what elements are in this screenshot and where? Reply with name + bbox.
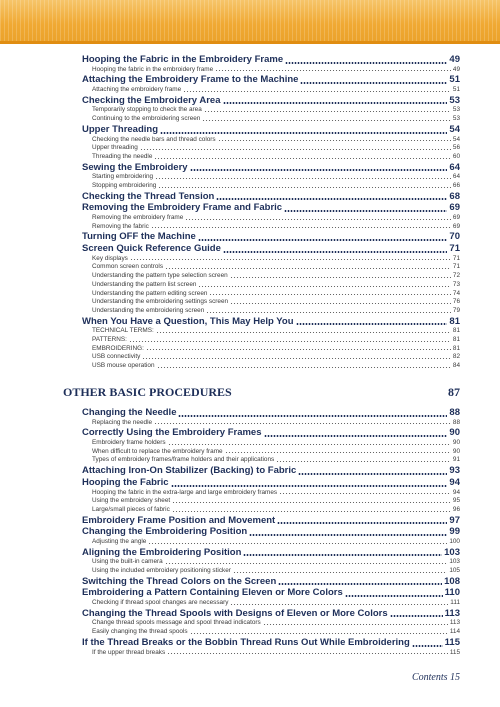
dot-leader xyxy=(218,140,451,141)
dot-leader xyxy=(264,435,448,437)
section-heading xyxy=(63,385,460,400)
toc-entry-title: Large/small pieces of fabric xyxy=(92,505,170,513)
dot-leader xyxy=(130,259,451,260)
toc-entry-page: 71 xyxy=(452,254,460,262)
dot-leader xyxy=(206,312,451,313)
dot-leader xyxy=(151,227,451,228)
toc-entry-page: 71 xyxy=(452,263,460,271)
dot-leader xyxy=(140,149,451,150)
toc-subentry[interactable] xyxy=(82,419,460,428)
toc-subentry[interactable] xyxy=(82,567,460,576)
dot-leader xyxy=(156,332,451,333)
toc-entry-title: Checking if thread spool changes are necessary xyxy=(92,599,229,607)
toc-entry-title: TECHNICAL TERMS: xyxy=(92,327,154,335)
toc-heading-entry[interactable] xyxy=(82,191,460,203)
toc-subentry[interactable] xyxy=(82,307,460,316)
toc-entry-page: 94 xyxy=(452,488,460,496)
dot-leader xyxy=(223,102,448,104)
toc-entry-title: Checking the Thread Tension xyxy=(82,190,215,202)
dot-leader xyxy=(146,349,451,350)
toc-entry-page: 73 xyxy=(452,280,460,288)
toc-entry-title: Sewing the Embroidery xyxy=(82,161,188,173)
toc-entry-title: Switching the Thread Colors on the Screen xyxy=(82,575,277,587)
toc-subentry[interactable] xyxy=(82,223,460,232)
toc-entry-title: Hooping the Fabric in the Embroidery Frame xyxy=(82,54,284,65)
toc-entry-page: 105 xyxy=(449,567,460,574)
toc-entry-title: Attaching the embroidery frame xyxy=(92,86,182,94)
toc-entry-page: 113 xyxy=(449,619,460,627)
toc-subentry[interactable] xyxy=(82,628,460,637)
toc-entry-page: 69 xyxy=(449,202,460,214)
toc-entry-title: Embroidery Frame Position and Movement xyxy=(82,514,276,526)
toc-entry-page: 51 xyxy=(449,74,460,86)
toc-entry-page: 97 xyxy=(449,514,460,526)
toc-subentry[interactable] xyxy=(82,327,460,336)
dot-leader xyxy=(225,452,451,453)
toc-subentry[interactable] xyxy=(82,153,460,162)
toc-heading-entry[interactable] xyxy=(82,407,460,419)
toc-subentry[interactable] xyxy=(82,182,460,191)
toc-entry-page: 100 xyxy=(449,537,460,545)
toc-subentry[interactable] xyxy=(82,281,460,290)
toc-heading-entry[interactable] xyxy=(82,74,460,86)
dot-leader xyxy=(165,268,451,269)
toc-entry-page: 108 xyxy=(444,575,460,587)
dot-leader xyxy=(154,158,450,159)
toc-entry-page: 114 xyxy=(449,628,460,636)
toc-entry-title: Types of embroidery frames/frame holders and their applications xyxy=(92,456,275,464)
toc-entry-title: Using the included embroidery positioning sticker xyxy=(92,567,231,574)
toc-entry-page: 93 xyxy=(449,465,460,477)
dot-leader xyxy=(277,522,447,524)
toc-entry-page: 110 xyxy=(444,587,460,599)
dot-leader xyxy=(230,277,451,278)
toc-entry-title: Upper Threading xyxy=(82,123,159,135)
toc-entry-title: EMBROIDERING: xyxy=(92,344,144,352)
toc-entry-title: Understanding the pattern editing screen xyxy=(92,289,208,297)
toc-entry-page: 115 xyxy=(449,648,460,656)
toc-entry-title: Threading the needle xyxy=(92,152,153,160)
page-footer xyxy=(412,672,460,683)
toc-entry-page: 60 xyxy=(452,152,460,160)
toc-entry-title: Correctly Using the Embroidery Frames xyxy=(82,427,262,439)
dot-leader xyxy=(230,303,451,304)
toc-entry-page: 64 xyxy=(452,173,460,181)
dot-leader xyxy=(142,358,451,359)
toc-heading-entry[interactable] xyxy=(82,608,460,620)
toc-entry-title: Upper threading xyxy=(92,144,138,152)
dot-leader xyxy=(190,169,448,171)
toc-entry-title: Removing the Embroidery Frame and Fabric xyxy=(82,202,283,214)
toc-heading-entry[interactable] xyxy=(82,637,460,649)
dot-leader xyxy=(158,187,451,188)
toc-entry-title: Checking the Embroidery Area xyxy=(82,94,221,106)
toc-entry-title: Screen Quick Reference Guide xyxy=(82,243,221,255)
toc-subentry[interactable] xyxy=(82,489,460,498)
toc-entry-title: Understanding the embroidering settings screen xyxy=(92,298,229,306)
toc-entry-page: 84 xyxy=(452,362,460,369)
toc-entry-page: 70 xyxy=(449,231,460,243)
dot-leader xyxy=(167,653,448,654)
dot-leader xyxy=(178,415,447,417)
toc-subentry[interactable] xyxy=(82,497,460,506)
toc-entry-page: 66 xyxy=(452,181,460,189)
toc-entry-page: 111 xyxy=(450,599,460,607)
dot-leader xyxy=(223,251,448,253)
toc-heading-entry[interactable] xyxy=(82,124,460,136)
dot-leader xyxy=(233,572,447,573)
dot-leader xyxy=(171,485,448,487)
toc-entry-title: USB mouse operation xyxy=(92,362,155,369)
toc-entry-page: 82 xyxy=(452,353,460,361)
toc-entry-title: Using the embroidery sheet xyxy=(92,497,171,505)
toc-entry-page: 64 xyxy=(449,161,460,173)
toc-subentry[interactable] xyxy=(82,599,460,608)
dot-leader xyxy=(412,645,443,647)
footer-page-number: 15 xyxy=(450,672,460,683)
toc-entry-title: Understanding the pattern list screen xyxy=(92,280,197,288)
toc-entry-title: Key displays xyxy=(92,254,128,262)
dot-leader xyxy=(278,583,442,585)
dot-leader xyxy=(202,120,451,121)
toc-entry-title: If the upper thread breaks xyxy=(92,648,166,656)
toc-subentry[interactable] xyxy=(82,144,460,153)
toc-heading-entry[interactable] xyxy=(82,243,460,255)
toc-entry-title: Attaching Iron-On Stabilizer (Backing) to Fabric xyxy=(82,465,297,477)
toc-entry-page: 53 xyxy=(452,115,460,123)
dot-leader xyxy=(148,543,447,544)
toc-subentry[interactable] xyxy=(82,214,460,223)
toc-entry-title: Easily changing the thread spools xyxy=(92,628,188,636)
dot-leader xyxy=(279,493,451,494)
table-of-contents-part-2 xyxy=(82,407,460,657)
toc-entry-page: 88 xyxy=(449,407,460,418)
toc-entry-title: Removing the embroidery frame xyxy=(92,214,184,221)
dot-leader xyxy=(165,563,448,564)
toc-entry-page: 81 xyxy=(452,327,460,335)
toc-heading-entry[interactable] xyxy=(82,162,460,174)
toc-entry-title: Common screen controls xyxy=(92,263,164,271)
toc-entry-title: Change thread spools message and spool thread indicators xyxy=(92,619,261,627)
toc-entry-title: Temporarily stopping to check the area xyxy=(92,106,202,114)
toc-entry-page: 56 xyxy=(452,144,460,152)
toc-subentry[interactable] xyxy=(82,362,460,371)
toc-subentry[interactable] xyxy=(82,448,460,457)
dot-leader xyxy=(185,219,451,220)
dot-leader xyxy=(298,473,447,475)
toc-entry-page: 53 xyxy=(452,106,460,114)
toc-entry-page: 71 xyxy=(449,243,460,255)
section-page: 87 xyxy=(448,385,460,399)
toc-entry-title: USB connectivity xyxy=(92,353,141,361)
toc-subentry[interactable] xyxy=(82,456,460,465)
dot-leader xyxy=(300,82,447,84)
toc-heading-entry[interactable] xyxy=(82,576,460,588)
toc-entry-title: Replacing the needle xyxy=(92,418,153,426)
toc-entry-page: 95 xyxy=(452,497,460,505)
toc-heading-entry[interactable] xyxy=(82,54,460,66)
toc-entry-page: 81 xyxy=(452,335,460,343)
toc-heading-entry[interactable] xyxy=(82,477,460,489)
toc-entry-page: 79 xyxy=(452,306,460,314)
toc-entry-page: 81 xyxy=(449,315,460,327)
toc-entry-page: 94 xyxy=(449,476,460,488)
dot-leader xyxy=(243,554,442,556)
toc-subentry[interactable] xyxy=(82,439,460,448)
toc-subentry[interactable] xyxy=(82,649,460,658)
toc-entry-title: Starting embroidering xyxy=(92,173,154,181)
toc-entry-page: 54 xyxy=(449,123,460,135)
dot-leader xyxy=(216,198,447,200)
dot-leader xyxy=(249,534,447,536)
toc-entry-page: 99 xyxy=(449,526,460,538)
toc-entry-title: When difficult to replace the embroidery frame xyxy=(92,447,223,455)
toc-entry-title: PATTERNS: xyxy=(92,335,127,343)
dot-leader xyxy=(157,367,451,368)
dot-leader xyxy=(190,633,448,634)
toc-subentry[interactable] xyxy=(82,66,460,75)
toc-subentry[interactable] xyxy=(82,290,460,299)
toc-entry-title: Changing the Needle xyxy=(82,407,177,418)
toc-entry-title: Changing the Embroidering Position xyxy=(82,526,248,538)
dot-leader xyxy=(276,461,451,462)
dot-leader xyxy=(172,502,451,503)
toc-entry-title: Removing the fabric xyxy=(92,222,149,230)
dot-leader xyxy=(284,210,447,212)
toc-entry-title: Hooping the fabric in the extra-large and large embroidery frames xyxy=(92,488,278,496)
toc-entry-title: Checking the needle bars and thread colors xyxy=(92,135,216,143)
toc-entry-title: Changing the Thread Spools with Designs of Eleven or More Colors xyxy=(82,607,388,619)
toc-subentry[interactable] xyxy=(82,558,460,567)
toc-entry-page: 91 xyxy=(452,456,460,464)
dot-leader xyxy=(296,323,448,325)
dot-leader xyxy=(160,132,447,134)
toc-entry-title: Understanding the embroidering screen xyxy=(92,306,205,314)
toc-entry-page: 54 xyxy=(452,135,460,143)
toc-heading-entry[interactable] xyxy=(82,547,460,559)
toc-entry-title: Hooping the Fabric xyxy=(82,476,169,488)
toc-subentry[interactable] xyxy=(82,619,460,628)
toc-heading-entry[interactable] xyxy=(82,202,460,214)
toc-entry-page: 76 xyxy=(452,298,460,306)
toc-subentry[interactable] xyxy=(82,298,460,307)
toc-entry-page: 49 xyxy=(452,65,460,73)
toc-entry-page: 103 xyxy=(444,546,460,558)
dot-leader xyxy=(129,341,451,342)
dot-leader xyxy=(198,239,448,241)
toc-entry-title: Turning OFF the Machine xyxy=(82,231,196,243)
toc-subentry[interactable] xyxy=(82,263,460,272)
toc-entry-page: 49 xyxy=(449,54,460,65)
toc-heading-entry[interactable] xyxy=(82,465,460,477)
toc-subentry[interactable] xyxy=(82,86,460,95)
dot-leader xyxy=(154,423,451,424)
toc-subentry[interactable] xyxy=(82,115,460,124)
toc-heading-entry[interactable] xyxy=(82,95,460,107)
toc-subentry[interactable] xyxy=(82,345,460,354)
toc-entry-title: When You Have a Question, This May Help You xyxy=(82,315,294,327)
toc-subentry[interactable] xyxy=(82,255,460,264)
top-decorative-band xyxy=(0,0,500,44)
toc-entry-page: 113 xyxy=(444,607,460,619)
toc-entry-page: 90 xyxy=(452,439,460,447)
toc-entry-page: 72 xyxy=(452,272,460,280)
toc-subentry[interactable] xyxy=(82,353,460,362)
dot-leader xyxy=(168,444,451,445)
toc-entry-page: 69 xyxy=(452,222,460,230)
toc-entry-title: Embroidery frame holders xyxy=(92,439,166,447)
toc-heading-entry[interactable] xyxy=(82,316,460,328)
toc-heading-entry[interactable] xyxy=(82,515,460,527)
toc-entry-page: 53 xyxy=(449,94,460,106)
dot-leader xyxy=(345,595,443,597)
toc-entry-page: 81 xyxy=(452,344,460,352)
toc-subentry[interactable] xyxy=(82,336,460,345)
dot-leader xyxy=(215,70,451,71)
toc-entry-title: Embroidering a Pattern Containing Eleven or More Colors xyxy=(82,587,343,599)
toc-subentry[interactable] xyxy=(82,106,460,115)
toc-entry-title: Understanding the pattern type selection screen xyxy=(92,272,228,280)
toc-subentry[interactable] xyxy=(82,272,460,281)
dot-leader xyxy=(390,615,443,617)
table-of-contents-part-1 xyxy=(82,54,460,371)
toc-heading-entry[interactable] xyxy=(82,587,460,599)
toc-entry-title: Attaching the Embroidery Frame to the Machine xyxy=(82,74,299,86)
dot-leader xyxy=(263,624,448,625)
toc-entry-page: 69 xyxy=(452,214,460,221)
dot-leader xyxy=(230,604,448,605)
toc-subentry[interactable] xyxy=(82,538,460,547)
toc-entry-title: Adjusting the angle xyxy=(92,537,147,545)
dot-leader xyxy=(183,91,451,92)
toc-entry-page: 90 xyxy=(452,447,460,455)
toc-entry-page: 68 xyxy=(449,190,460,202)
toc-entry-title: Aligning the Embroidering Position xyxy=(82,546,242,558)
toc-entry-title: If the Thread Breaks or the Bobbin Thread Runs Out While Embroidering xyxy=(82,636,410,648)
dot-leader xyxy=(155,178,451,179)
footer-label: Contents xyxy=(411,672,448,683)
toc-entry-title: Stopping embroidering xyxy=(92,181,157,189)
toc-heading-entry[interactable] xyxy=(82,427,460,439)
toc-subentry[interactable] xyxy=(82,136,460,145)
dot-leader xyxy=(209,294,450,295)
toc-heading-entry[interactable] xyxy=(82,231,460,243)
dot-leader xyxy=(204,111,451,112)
toc-entry-page: 90 xyxy=(449,427,460,439)
dot-leader xyxy=(172,511,451,512)
toc-entry-page: 88 xyxy=(452,418,460,426)
toc-entry-title: Using the built-in camera xyxy=(92,558,163,566)
toc-entry-page: 51 xyxy=(452,86,460,94)
section-title: OTHER BASIC PROCEDURES xyxy=(63,385,232,399)
toc-subentry[interactable] xyxy=(82,506,460,515)
toc-subentry[interactable] xyxy=(82,173,460,182)
toc-entry-page: 74 xyxy=(452,289,460,297)
toc-entry-page: 96 xyxy=(452,505,460,513)
toc-entry-page: 103 xyxy=(449,558,460,566)
toc-entry-title: Hooping the fabric in the embroidery frame xyxy=(92,65,214,73)
dot-leader xyxy=(285,62,447,64)
toc-entry-title: Continuing to the embroidering screen xyxy=(92,115,201,123)
toc-entry-page: 115 xyxy=(444,636,460,648)
toc-heading-entry[interactable] xyxy=(82,526,460,538)
dot-leader xyxy=(198,286,450,287)
